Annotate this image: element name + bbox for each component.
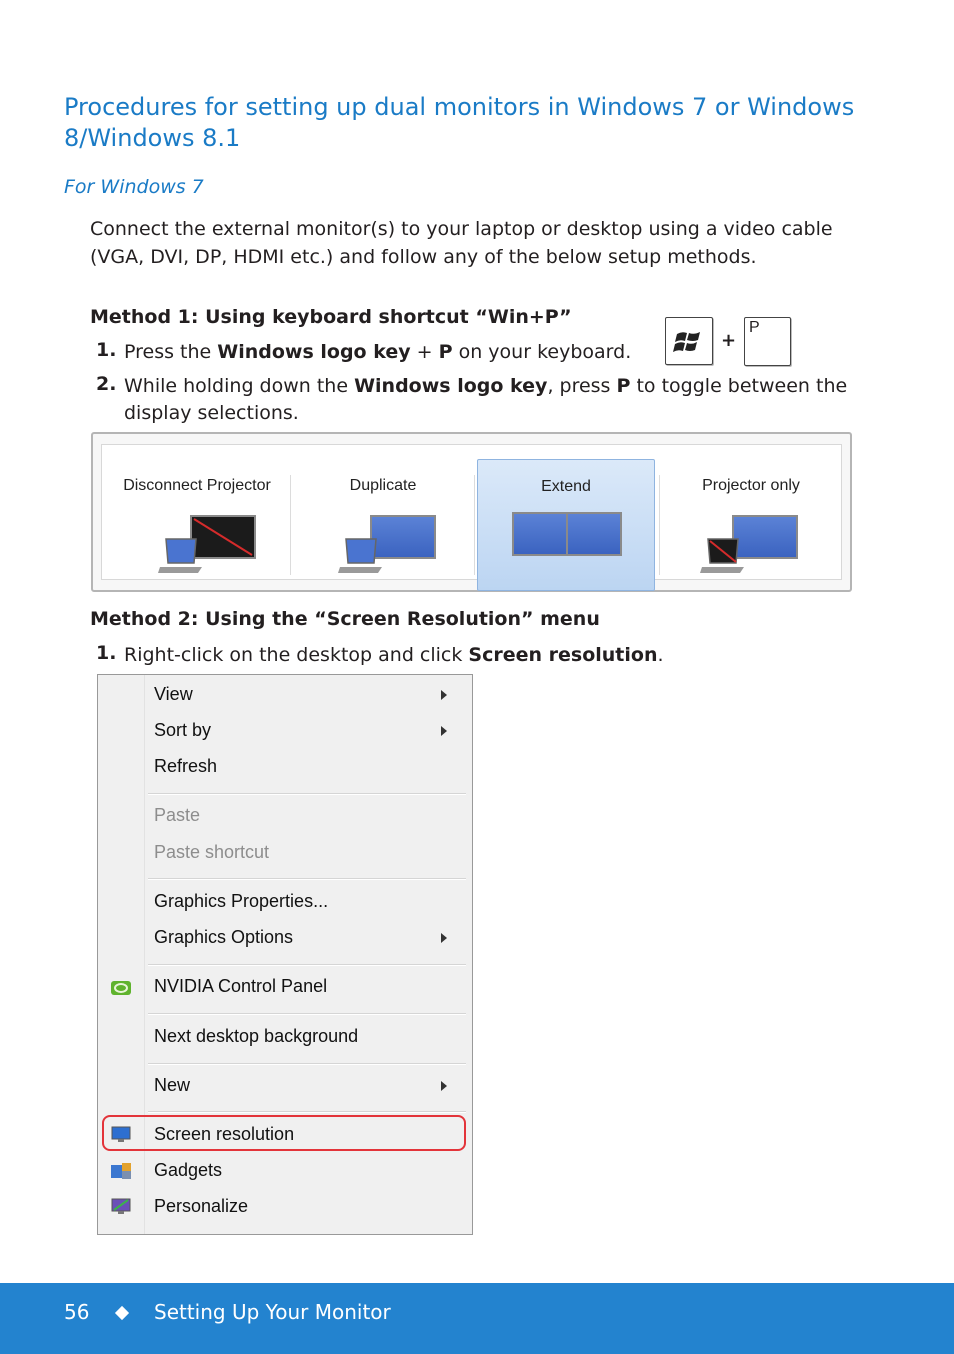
option-separator: [290, 475, 291, 575]
method2-title: Method 2: Using the “Screen Resolution” menu: [90, 608, 600, 630]
diamond-icon: [115, 1306, 129, 1320]
option-duplicate[interactable]: [294, 459, 472, 591]
option-label: Extend: [541, 478, 591, 495]
menu-item-paste: Paste: [154, 805, 201, 825]
method1-title: Method 1: Using keyboard shortcut “Win+P”: [90, 306, 572, 328]
submenu-arrow-icon: [441, 933, 447, 943]
method1-step2: While holding down the Windows logo key, press P to toggle between the display selections.: [124, 375, 848, 424]
option-separator: [659, 475, 660, 575]
option-extend[interactable]: [477, 459, 655, 591]
menu-item-screen-resolution[interactable]: Screen resolution: [154, 1124, 295, 1144]
submenu-arrow-icon: [441, 726, 447, 736]
submenu-arrow-icon: [441, 1081, 447, 1091]
step-number: 1.: [96, 642, 117, 664]
windows-logo-icon: [666, 318, 712, 364]
monitor-icon: [110, 1126, 132, 1144]
menu-item-nvidia-control-panel[interactable]: NVIDIA Control Panel: [154, 976, 328, 996]
laptop-icon: [156, 537, 206, 577]
option-label: Duplicate: [349, 477, 417, 494]
menu-item-sort-by[interactable]: Sort by: [154, 720, 212, 740]
gadgets-icon: [110, 1162, 132, 1180]
option-label: Disconnect Projector: [123, 477, 271, 494]
nvidia-icon: [110, 979, 132, 997]
menu-item-paste-shortcut: Paste shortcut: [154, 842, 270, 862]
menu-item-next-desktop-background[interactable]: Next desktop background: [154, 1026, 359, 1046]
windows-key-icon: [665, 317, 713, 365]
personalize-icon: [110, 1198, 132, 1216]
option-disconnect-projector[interactable]: [108, 459, 286, 591]
desktop-context-menu: [97, 674, 473, 1235]
monitor-left-icon: [512, 512, 568, 556]
step-number: 1.: [96, 339, 117, 361]
menu-separator: [148, 1111, 466, 1113]
menu-separator: [148, 964, 466, 966]
menu-item-view[interactable]: View: [154, 684, 193, 704]
p-key-label: P: [749, 319, 760, 336]
step-number: 2.: [96, 373, 117, 395]
display-mode-panel: [91, 432, 852, 592]
monitor-right-icon: [566, 512, 622, 556]
p-key-icon: [744, 317, 791, 366]
display-mode-options: [101, 444, 842, 580]
menu-item-new[interactable]: New: [154, 1075, 191, 1095]
menu-item-graphics-options[interactable]: Graphics Options: [154, 927, 294, 947]
menu-separator: [148, 1063, 466, 1065]
page-title: Procedures for setting up dual monitors in Windows 7 or Windows 8/Windows 8.1: [64, 93, 855, 152]
footer-section-title: Setting Up Your Monitor: [154, 1300, 391, 1324]
menu-separator: [148, 1013, 466, 1015]
page-footer: [0, 1283, 954, 1354]
submenu-arrow-icon: [441, 690, 447, 700]
method2-step1: Right-click on the desktop and click Screen resolution.: [124, 644, 664, 666]
menu-item-refresh[interactable]: Refresh: [154, 756, 218, 776]
menu-item-personalize[interactable]: Personalize: [154, 1196, 249, 1216]
intro-paragraph: Connect the external monitor(s) to your laptop or desktop using a video cable (VGA, DVI, DP, HDMI etc.) and follow any of the below setup methods.: [90, 218, 833, 268]
page-number: 56: [64, 1300, 90, 1324]
menu-item-gadgets[interactable]: Gadgets: [154, 1160, 223, 1180]
menu-separator: [148, 793, 466, 795]
option-separator: [474, 475, 475, 575]
menu-separator: [148, 878, 466, 880]
method1-step1: Press the Windows logo key + P on your keyboard.: [124, 341, 632, 363]
laptop-off-icon: [698, 537, 748, 577]
menu-item-graphics-properties[interactable]: Graphics Properties...: [154, 891, 329, 911]
section-subtitle: For Windows 7: [64, 176, 204, 198]
option-label: Projector only: [702, 477, 800, 494]
plus-sign: +: [721, 330, 737, 351]
option-projector-only[interactable]: [662, 459, 840, 591]
laptop-icon: [336, 537, 386, 577]
